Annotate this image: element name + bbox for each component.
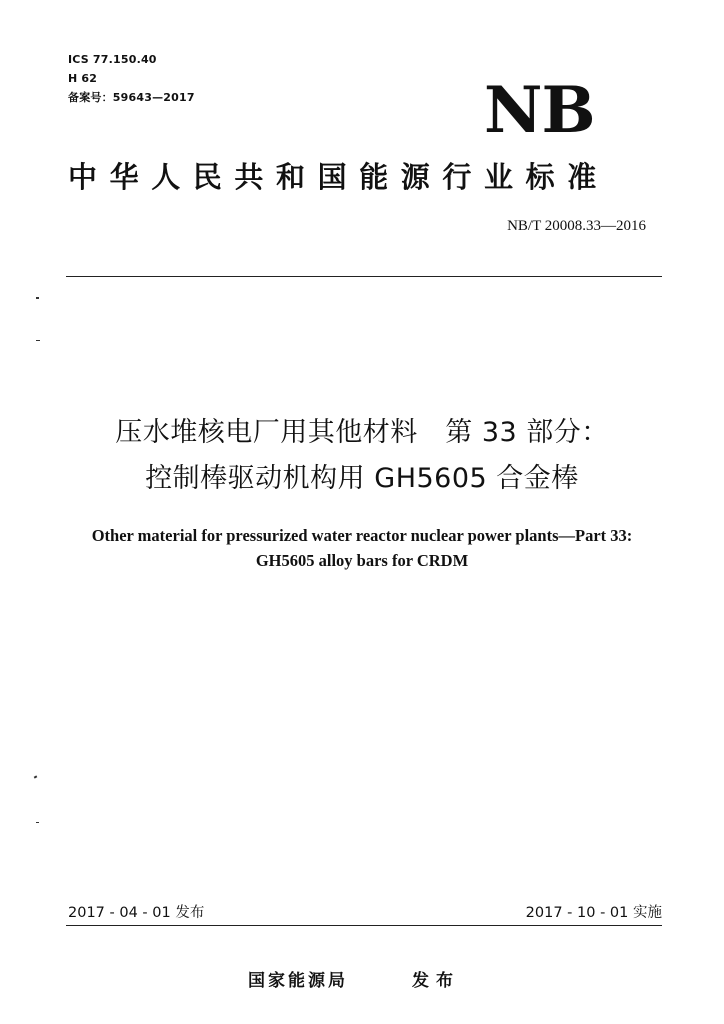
scan-speck (36, 340, 40, 341)
implementation-date: 2017 - 10 - 01 实施 (525, 905, 662, 921)
ics-code: ICS 77.150.40 (68, 53, 157, 66)
english-title-line-1: Other material for pressurized water reactor nuclear power plants—Part 33: (91, 526, 633, 545)
footer-divider (66, 925, 662, 926)
nb-logo: NB (484, 73, 595, 148)
chinese-title-line-1: 压水堆核电厂用其他材料 第 33 部分： (115, 417, 609, 448)
publisher-name: 国家能源局 (248, 971, 348, 991)
header-divider (66, 276, 662, 277)
scan-speck (36, 297, 39, 299)
standard-number: NB/T 20008.33—2016 (507, 218, 646, 234)
record-number: 备案号：59643—2017 (68, 91, 195, 104)
standard-category-title: 中华人民共和国能源行业标准 (68, 160, 609, 194)
issue-date: 2017 - 04 - 01 发布 (68, 905, 205, 921)
scan-speck (36, 822, 39, 823)
english-title-line-2: GH5605 alloy bars for CRDM (255, 551, 469, 570)
chinese-title-line-2: 控制棒驱动机构用 GH5605 合金棒 (145, 463, 579, 494)
classification-code: H 62 (68, 72, 98, 85)
publish-label: 发布 (412, 971, 460, 991)
scan-speck (34, 775, 38, 778)
